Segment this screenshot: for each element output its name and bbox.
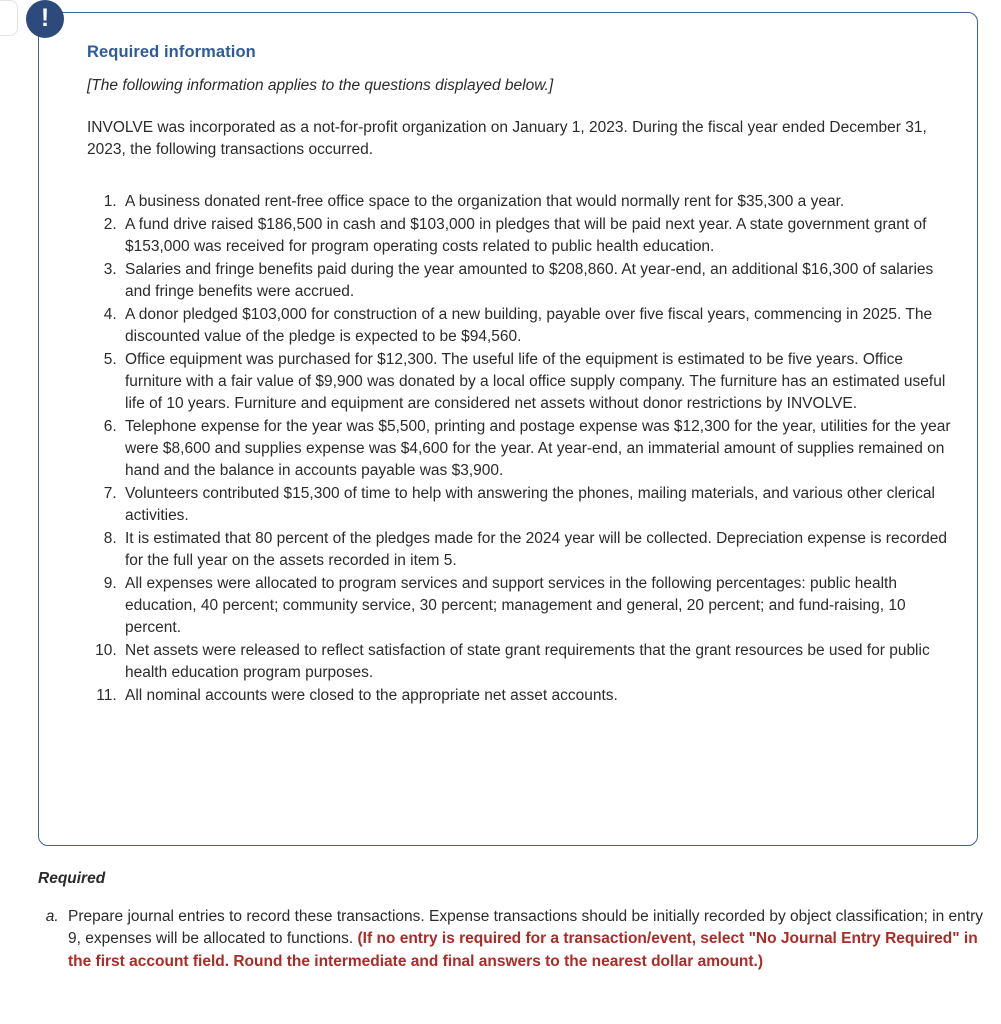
list-item: 8. It is estimated that 80 percent of the pledges made for the 2024 year will be collected. Depreciation expense is recorded for the full year on the assets recorded in item 5.	[121, 528, 951, 572]
list-item: 5. Office equipment was purchased for $12,300. The useful life of the equipment is estimated to be five years. Office furniture with a fair value of $9,900 was donated by a local office supply company. The furniture has an estimated useful life of 10 years. Furniture and equipment are considered net assets without donor restrictions by INVOLVE.	[121, 349, 951, 415]
list-item: 11. All nominal accounts were closed to the appropriate net asset accounts.	[121, 685, 951, 707]
panel-content	[39, 13, 977, 707]
intro-paragraph: INVOLVE was incorporated as a not-for-profit organization on January 1, 2023. During the fiscal year ended December 31, 2023, the following transactions occurred.	[87, 119, 927, 158]
outer-container-edge	[0, 0, 18, 36]
required-information-heading: Required information	[87, 43, 256, 61]
list-item: 1. A business donated rent-free office space to the organization that would normally rent for $35,300 a year.	[121, 191, 951, 213]
info-exclamation-glyph: !	[40, 3, 50, 32]
transactions-list	[87, 191, 951, 707]
required-item-a-text: Prepare journal entries to record these transactions. Expense transactions should be initially recorded by object classification; in entry 9, expenses will be allocated to functions.	[68, 908, 983, 948]
list-item: 9. All expenses were allocated to program services and support services in the following percentages: public health education, 40 percent; community service, 30 percent; management and general, 20 percent; and fund-raising, 10 percent.	[121, 573, 951, 639]
list-item: 3. Salaries and fringe benefits paid during the year amounted to $208,860. At year-end, an additional $16,300 of salaries and fringe benefits were accrued.	[121, 259, 951, 303]
list-item: 6. Telephone expense for the year was $5,500, printing and postage expense was $12,300 for the year, utilities for the year were $8,600 and supplies expense was $4,600 for the year. At year-end, an immaterial amount of supplies remained on hand and the balance in accounts payable was $3,900.	[121, 416, 951, 482]
applies-to-questions-note: [The following information applies to the questions displayed below.]	[87, 77, 554, 94]
required-information-panel	[38, 12, 978, 846]
required-heading: Required	[38, 870, 106, 887]
list-item: 7. Volunteers contributed $15,300 of time to help with answering the phones, mailing materials, and various other clerical activities.	[121, 483, 951, 527]
required-items-list	[38, 906, 988, 973]
info-exclamation-icon	[26, 0, 64, 38]
list-item: 10. Net assets were released to reflect satisfaction of state grant requirements that the grant resources be used for public health education program purposes.	[121, 640, 951, 684]
list-item: 2. A fund drive raised $186,500 in cash and $103,000 in pledges that will be paid next year. A state government grant of $153,000 was received for program operating costs related to public health education.	[121, 214, 951, 258]
required-item-a-emphasis: (If no entry is required for a transaction/event, select "No Journal Entry Required" in the first account field. Round the intermediate and final answers to the nearest dollar amount.)	[68, 930, 978, 970]
required-section	[38, 870, 988, 973]
list-item: 4. A donor pledged $103,000 for construction of a new building, payable over five fiscal years, commencing in 2025. The discounted value of the pledge is expected to be $94,560.	[121, 304, 951, 348]
required-item-a	[63, 906, 988, 973]
